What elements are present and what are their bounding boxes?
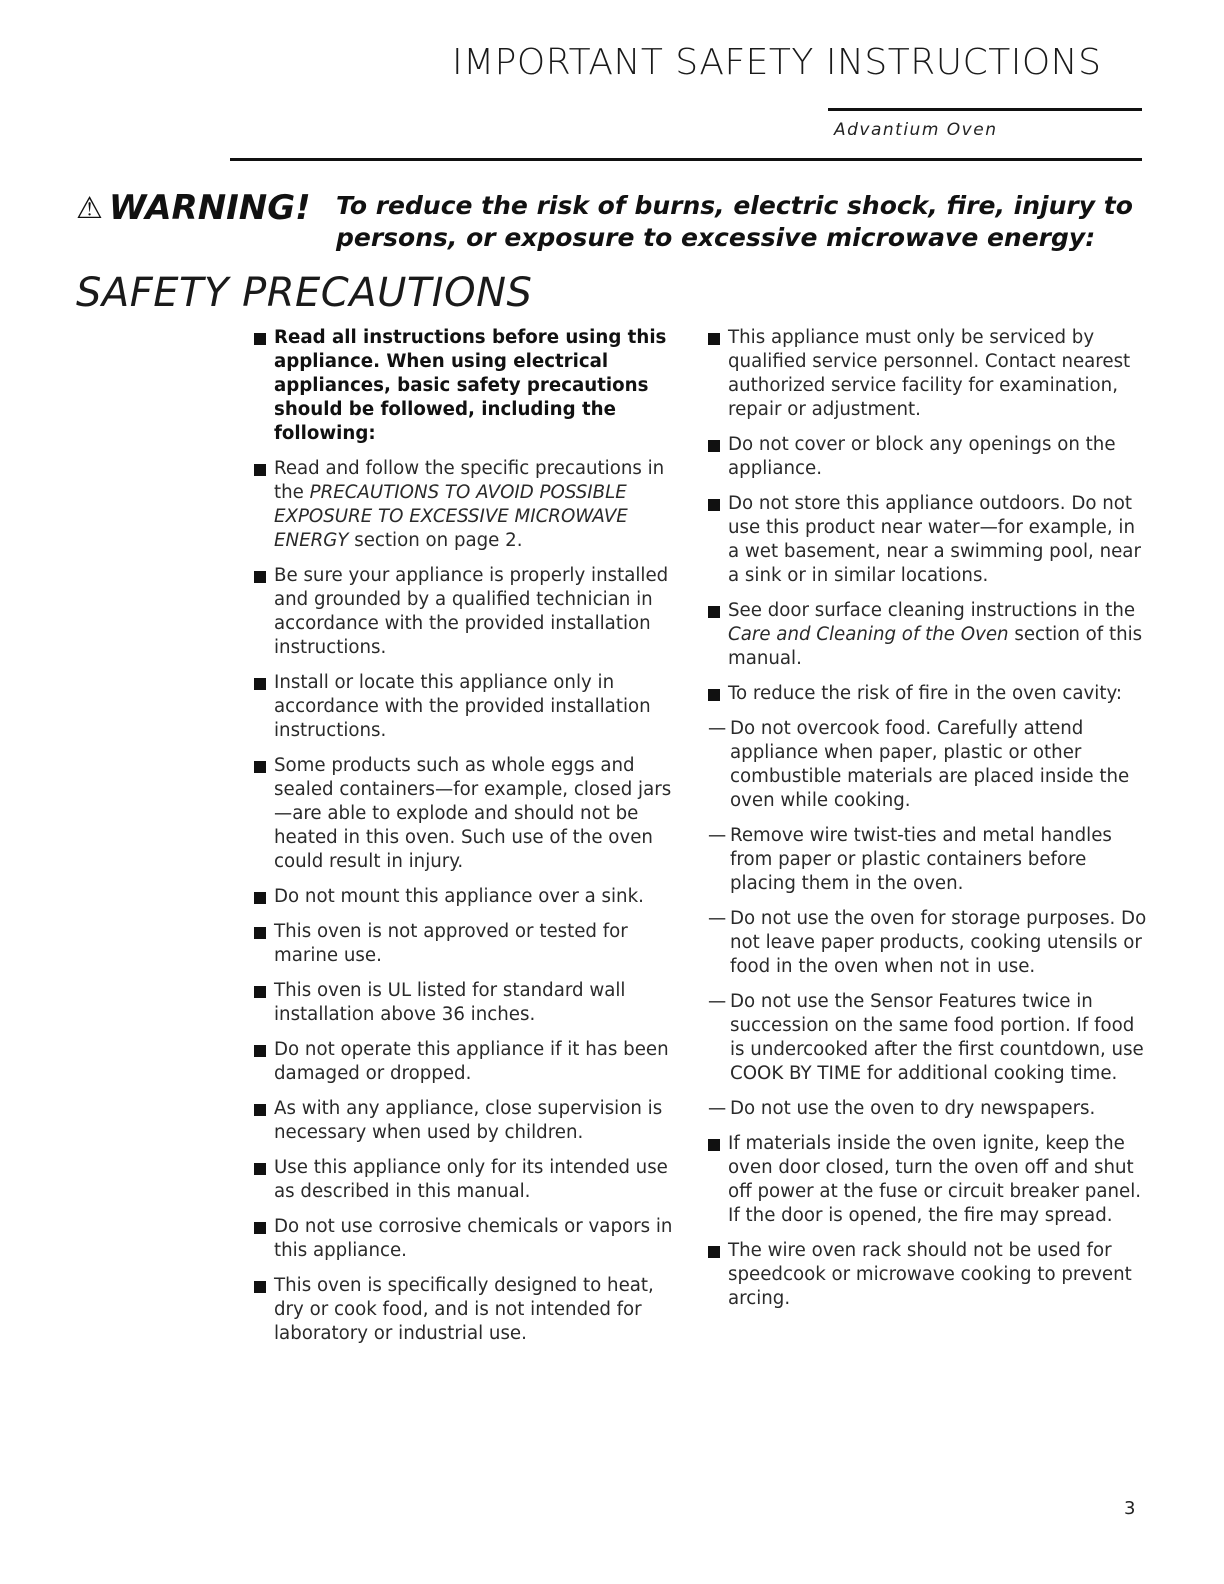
list-item: Use this appliance only for its intended use as described in this manual.	[254, 1156, 684, 1204]
header-rule-short	[828, 108, 1142, 111]
dash-item: — Do not use the oven for storage purposes. Do not leave paper products, cooking utensils or food in the oven when not in use.	[708, 908, 1147, 977]
bullet-icon	[254, 333, 266, 345]
list-item: To reduce the risk of fire in the oven cavity:	[708, 682, 1148, 706]
list-item: As with any appliance, close supervision is necessary when used by children.	[254, 1097, 684, 1145]
list-item: Do not mount this appliance over a sink.	[254, 885, 684, 909]
right-column	[708, 326, 1148, 1322]
bullet-icon	[708, 333, 720, 345]
list-item: This oven is not approved or tested for marine use.	[254, 920, 684, 968]
bullet-icon	[254, 986, 266, 998]
bullet-icon	[254, 464, 266, 476]
list-item: Do not cover or block any openings on the appliance.	[708, 433, 1148, 481]
warning-text: To reduce the risk of burns, electric shock, fire, injury to persons, or exposure to excessive microwave energy:	[336, 191, 1133, 252]
bullet-icon	[708, 440, 720, 452]
dash-mark: —	[708, 718, 727, 739]
bullet-icon	[254, 678, 266, 690]
bullet-icon	[708, 689, 720, 701]
list-item: Do not store this appliance outdoors. Do not use this product near water—for example, in a wet basement, near a swimming pool, near a sink or in similar locations.	[708, 492, 1148, 588]
list-item: Some products such as whole eggs and sealed containers—for example, closed jars—are able to explode and should not be heated in this oven. Such use of the oven could result in injury.	[254, 754, 684, 874]
bullet-icon	[254, 927, 266, 939]
bullet-icon	[254, 1104, 266, 1116]
dash-item: — Do not overcook food. Carefully attend appliance when paper, plastic or other combustible materials are placed inside the oven while cooking.	[708, 718, 1130, 811]
bullet-icon	[254, 571, 266, 583]
dash-mark: —	[708, 1098, 727, 1119]
bullet-icon	[708, 606, 720, 618]
dash-item: — Remove wire twist-ties and metal handles from paper or plastic containers before placing them in the oven.	[708, 825, 1112, 894]
list-item: This oven is specifically designed to heat, dry or cook food, and is not intended for laboratory or industrial use.	[254, 1274, 684, 1346]
bullet-icon	[708, 499, 720, 511]
warning-label: WARNING!	[108, 188, 311, 228]
bullet-icon	[254, 761, 266, 773]
list-item: Be sure your appliance is properly installed and grounded by a qualified technician in accordance with the provided installation instructions.	[254, 564, 684, 660]
page-number: 3	[1124, 1498, 1136, 1519]
list-item: The wire oven rack should not be used for speedcook or microwave cooking to prevent arcing.	[708, 1239, 1148, 1311]
warning-triangle-icon: ⚠	[76, 190, 103, 226]
list-item: Do not operate this appliance if it has been damaged or dropped.	[254, 1038, 684, 1086]
dash-mark: —	[708, 825, 727, 846]
bullet-icon	[254, 892, 266, 904]
bullet-icon	[254, 1222, 266, 1234]
list-item: See door surface cleaning instructions in the Care and Cleaning of the Oven section of this manual.	[708, 599, 1148, 671]
header-rule-long	[230, 158, 1142, 161]
list-item: Read all instructions before using this appliance. When using electrical appliances, basic safety precautions should be followed, including the following:	[254, 326, 684, 446]
bullet-icon	[254, 1045, 266, 1057]
bullet-icon	[708, 1139, 720, 1151]
section-title: SAFETY PRECAUTIONS	[76, 270, 533, 316]
left-column	[254, 326, 684, 1357]
list-item: Install or locate this appliance only in accordance with the provided installation instructions.	[254, 671, 684, 743]
dash-item: — Do not use the Sensor Features twice in succession on the same food portion. If food is undercooked after the first countdown, use COOK BY TIME for additional cooking time.	[708, 991, 1144, 1084]
list-item: Do not use corrosive chemicals or vapors in this appliance.	[254, 1215, 684, 1263]
dash-mark: —	[708, 908, 727, 929]
product-subtitle: Advantium Oven	[834, 120, 998, 140]
warning-heading	[76, 188, 311, 228]
dash-item: — Do not use the oven to dry newspapers.	[708, 1098, 1096, 1119]
list-item: This oven is UL listed for standard wall installation above 36 inches.	[254, 979, 684, 1027]
list-item: This appliance must only be serviced by qualified service personnel. Contact nearest authorized service facility for examination, repair or adjustment.	[708, 326, 1148, 422]
bullet-icon	[708, 1246, 720, 1258]
bullet-icon	[254, 1163, 266, 1175]
bullet-icon	[254, 1281, 266, 1293]
list-item: Read and follow the specific precautions in the PRECAUTIONS TO AVOID POSSIBLE EXPOSURE TO EXCESSIVE MICROWAVE ENERGY section on page 2.	[254, 457, 684, 553]
page-title: IMPORTANT SAFETY INSTRUCTIONS	[452, 42, 1102, 83]
dash-mark: —	[708, 991, 727, 1012]
list-item: If materials inside the oven ignite, keep the oven door closed, turn the oven off and shut off power at the fuse or circuit breaker panel. If the door is opened, the fire may spread.	[708, 1132, 1148, 1228]
